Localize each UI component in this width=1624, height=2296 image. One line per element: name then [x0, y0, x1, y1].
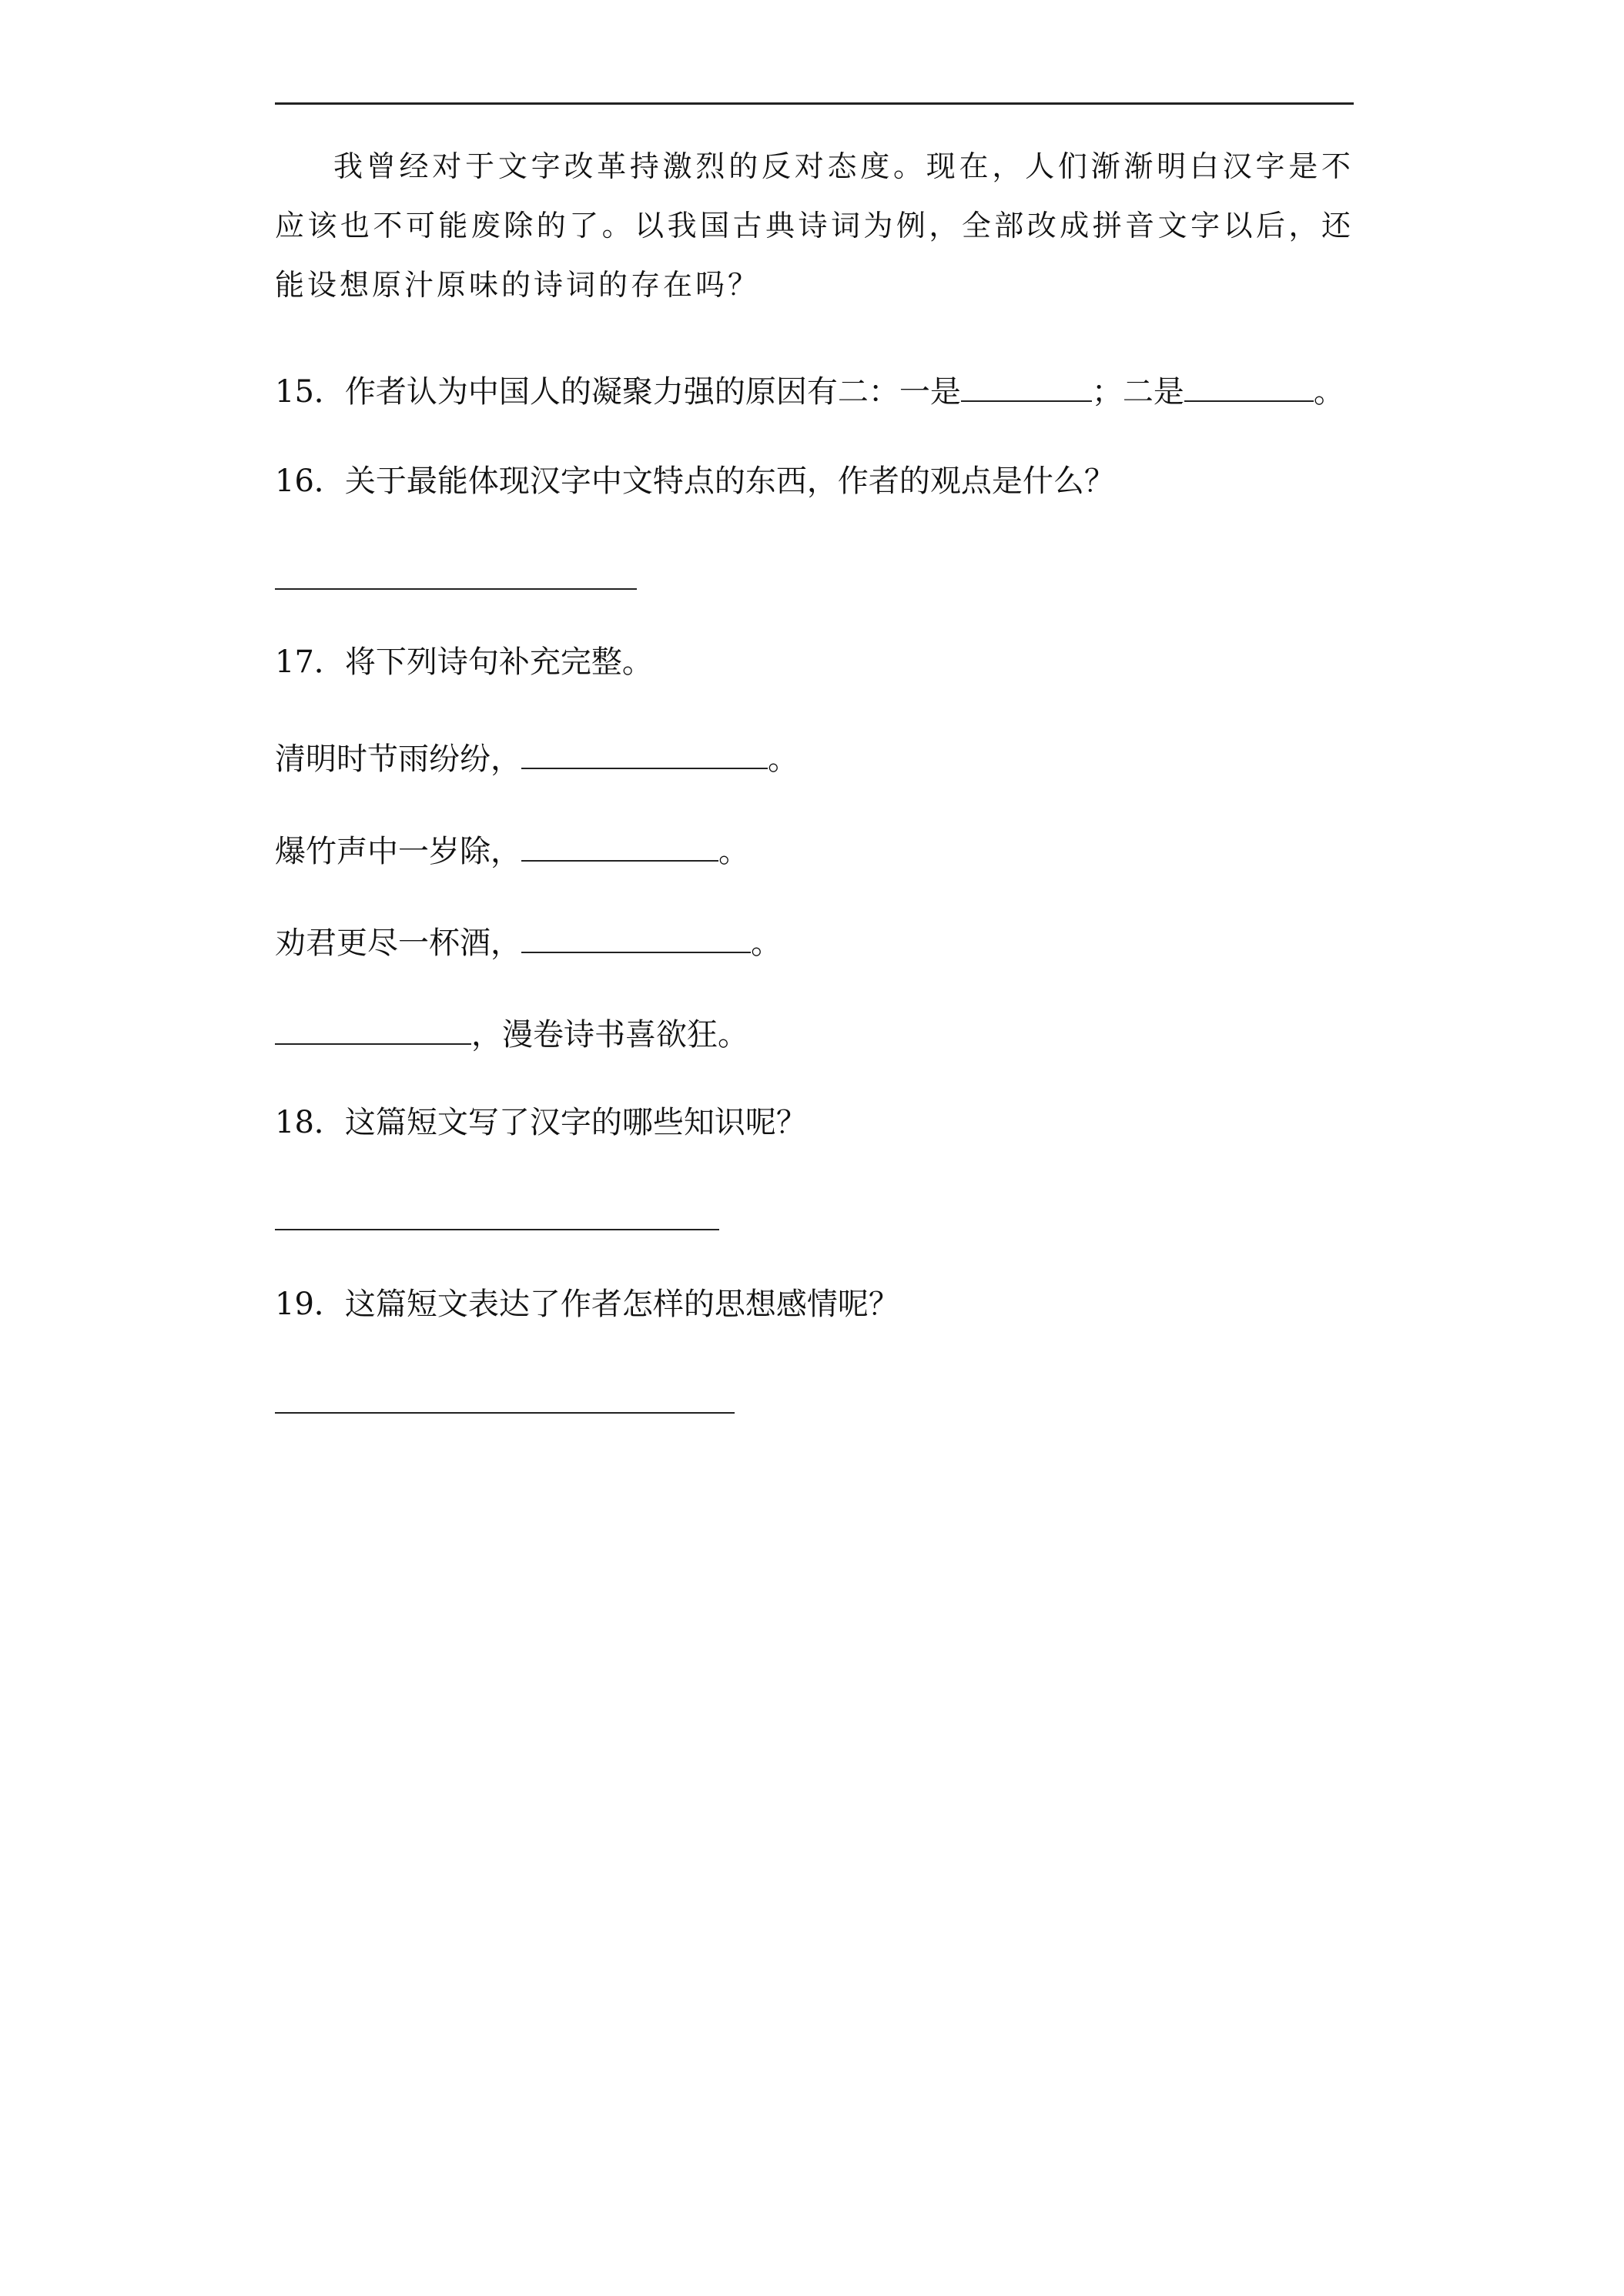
poem-line-3-suffix: 。 — [751, 925, 782, 961]
question-16-text: 16．关于最能体现汉字中文特点的东西，作者的观点是什么？ — [275, 464, 1115, 499]
question-15-prefix: 15．作者认为中国人的凝聚力强的原因有二：一是 — [275, 374, 961, 410]
header-rule — [275, 102, 1354, 105]
question-19-text: 19．这篇短文表达了作者怎样的思想感情呢？ — [275, 1287, 899, 1322]
question-15 — [275, 366, 1344, 413]
poem-line-1-blank[interactable] — [521, 734, 768, 769]
poem-line-3-blank[interactable] — [521, 918, 751, 953]
question-17 — [275, 641, 653, 684]
question-18 — [275, 1101, 807, 1144]
question-15-blank-2[interactable] — [1184, 366, 1314, 402]
question-17-text: 17．将下列诗句补充完整。 — [275, 644, 653, 680]
question-19 — [275, 1283, 899, 1326]
poem-line-3 — [275, 918, 782, 965]
poem-line-1-suffix: 。 — [768, 741, 799, 777]
poem-line-2-blank[interactable] — [521, 826, 718, 862]
question-19-answer-line[interactable] — [275, 1412, 735, 1414]
poem-line-2-suffix: 。 — [718, 834, 749, 869]
passage-paragraph: 我曾经对于文字改革持激烈的反对态度。现在，人们渐渐明白汉字是不应该也不可能废除的了。以我国古典诗词为例，全部改成拼音文字以后，还能设想原汁原味的诗词的存在吗？ — [275, 149, 1354, 302]
poem-line-1-prefix: 清明时节雨纷纷， — [275, 741, 521, 777]
question-15-middle: ；二是 — [1091, 374, 1184, 410]
question-18-answer-line[interactable] — [275, 1229, 719, 1230]
question-15-blank-1[interactable] — [961, 366, 1092, 402]
poem-line-1 — [275, 734, 799, 781]
question-18-text: 18．这篇短文写了汉字的哪些知识呢？ — [275, 1105, 807, 1140]
question-15-suffix: 。 — [1313, 374, 1344, 410]
poem-line-2 — [275, 826, 749, 873]
poem-line-3-prefix: 劝君更尽一杯酒， — [275, 925, 521, 961]
poem-line-2-prefix: 爆竹声中一岁除， — [275, 834, 521, 869]
reading-passage — [275, 137, 1354, 315]
poem-line-4-blank[interactable] — [275, 1009, 471, 1045]
poem-line-4 — [275, 1009, 748, 1056]
poem-line-4-suffix: ，漫卷诗书喜欲狂。 — [471, 1017, 748, 1053]
question-16-answer-line[interactable] — [275, 588, 637, 590]
question-16 — [275, 460, 1115, 503]
